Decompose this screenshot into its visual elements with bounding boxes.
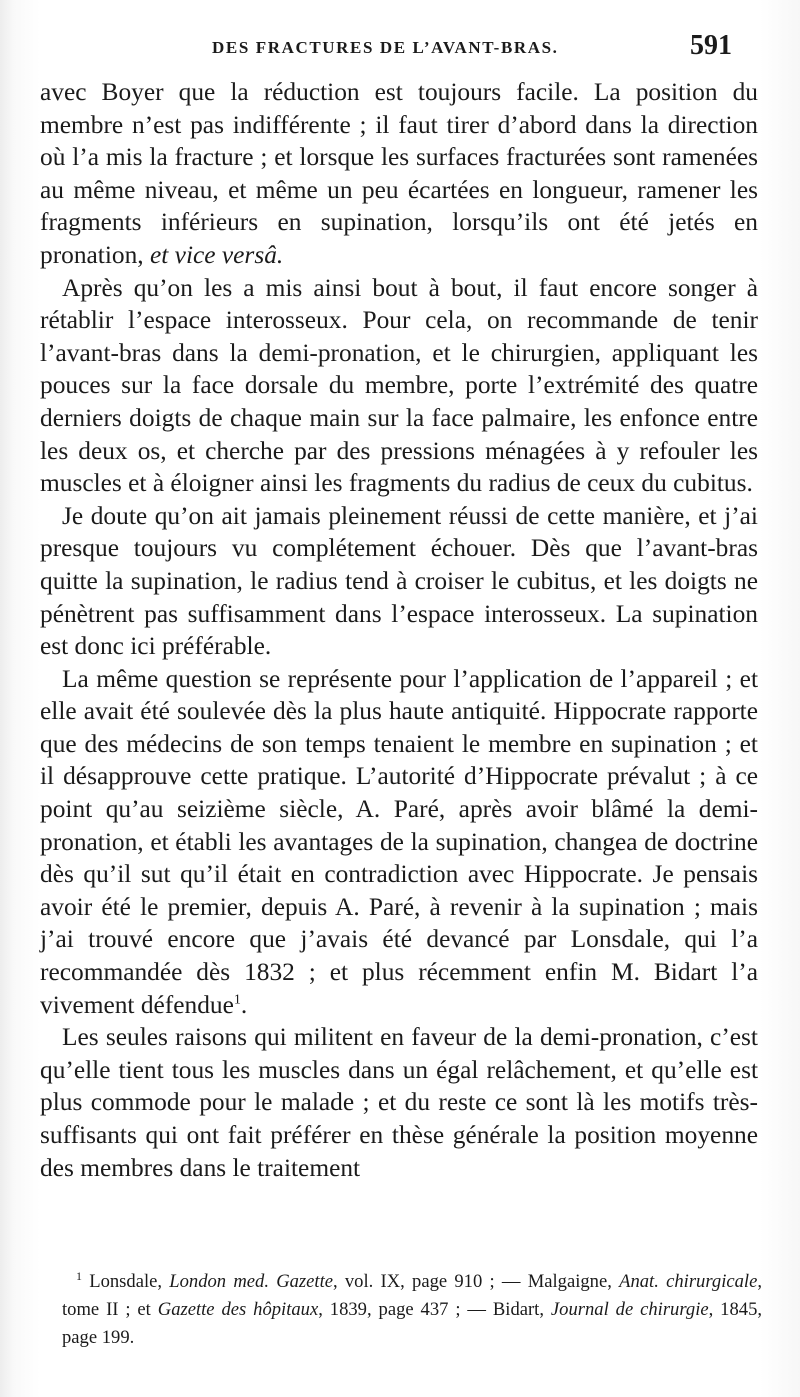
- paragraph: [40, 663, 758, 1022]
- paragraph: [40, 1021, 758, 1184]
- footnote-title: Anat. chirurgicale: [619, 1271, 758, 1292]
- footnote-ref: , 1839, page 437 ; — Bidart,: [318, 1299, 551, 1320]
- paragraph-text: Je doute qu’on ait jamais pleinement réussi de cette manière, et j’ai presque toujours vu complétement échouer. Dès que l’avant-bras quitte la supination, le radius tend à croiser le cubitus, et les doigts ne pénètrent pas suffisamment dans l’espace interosseux. La supination est donc ici préférable.: [40, 501, 758, 661]
- footnotes: [62, 1268, 762, 1352]
- footnote-ref: , vol. IX, page 910 ; — Malgaigne,: [333, 1271, 620, 1292]
- paragraph-text: La même question se représente pour l’application de l’appareil ; et elle avait été soulevée dès la plus haute antiquité. Hippocrate rapporte que des médecins de son temps tenaient le membre en supination ; et il désapprouve cette pratique. L’autorité d’Hippocrate prévalut ; à ce point qu’au seizième siècle, A. Paré, après avoir blâmé la demi-pronation, et établi les avantages de la supination, changea de doctrine dès qu’il sut qu’il était en contradiction avec Hippocrate. Je pensais avoir été le premier, depuis A. Paré, à revenir à la supination ; mais j’ai trouvé encore que j’avais été devancé par Lonsdale, qui l’a recommandée dès 1832 ; et plus récemment enfin M. Bidart l’a vivement défendue: [40, 664, 758, 1019]
- footnote-ref: , tome II ; et: [62, 1271, 762, 1320]
- paragraph-tail: .: [240, 990, 248, 1019]
- footnote-ref: , 1845, page 199.: [62, 1299, 763, 1348]
- footnote-title: Gazette des hôpitaux: [157, 1299, 319, 1320]
- paragraph-text: Après qu’on les a mis ainsi bout à bout, il faut encore songer à rétablir l’espace interosseux. Pour cela, on recommande de tenir l’avant-bras dans la demi-pronation, et le chirurgien, appliquant les pouces sur la face dorsale du membre, porte l’extrémité des quatre derniers doigts de chaque main sur la face palmaire, les enfonce entre les deux os, et cherche par des pressions ménagées à y refouler les muscles et à éloigner ainsi les fragments du radius de ceux du cubitus.: [40, 273, 758, 498]
- paragraph-text: avec Boyer que la réduction est toujours facile. La position du membre n’est pas indifférente ; il faut tirer d’abord dans la direction où l’a mis la fracture ; et lorsque les surfaces fracturées sont ramenées au même niveau, et même un peu écartées en longueur, ramener les fragments inférieurs en supination, lorsqu’ils ont été jetés en pronation,: [40, 78, 758, 269]
- body-text: [40, 76, 758, 1184]
- italic-phrase: et vice versâ.: [150, 240, 284, 269]
- footnote-title: London med. Gazette: [169, 1271, 333, 1292]
- paragraph: [40, 76, 758, 272]
- running-header: [40, 30, 736, 70]
- page-number: 591: [690, 30, 732, 61]
- footnote: [62, 1268, 762, 1352]
- paragraph: [40, 272, 758, 500]
- paragraph-text: Les seules raisons qui militent en faveur de la demi-pronation, c’est qu’elle tient tous les muscles dans un égal relâchement, et qu’elle est plus commode pour le malade ; et du reste ce sont là les motifs très-suffisants qui ont fait préférer en thèse générale la position moyenne des membres dans le traitement: [40, 1023, 758, 1182]
- paragraph: [40, 500, 758, 663]
- footnote-reference[interactable]: 1: [233, 992, 241, 1008]
- footnote-title: Journal de chirurgie: [550, 1299, 709, 1320]
- footnote-mark: 1: [76, 1268, 82, 1283]
- running-title: DES FRACTURES DE L’AVANT-BRAS.: [212, 38, 559, 57]
- footnote-author: Lonsdale,: [89, 1271, 170, 1292]
